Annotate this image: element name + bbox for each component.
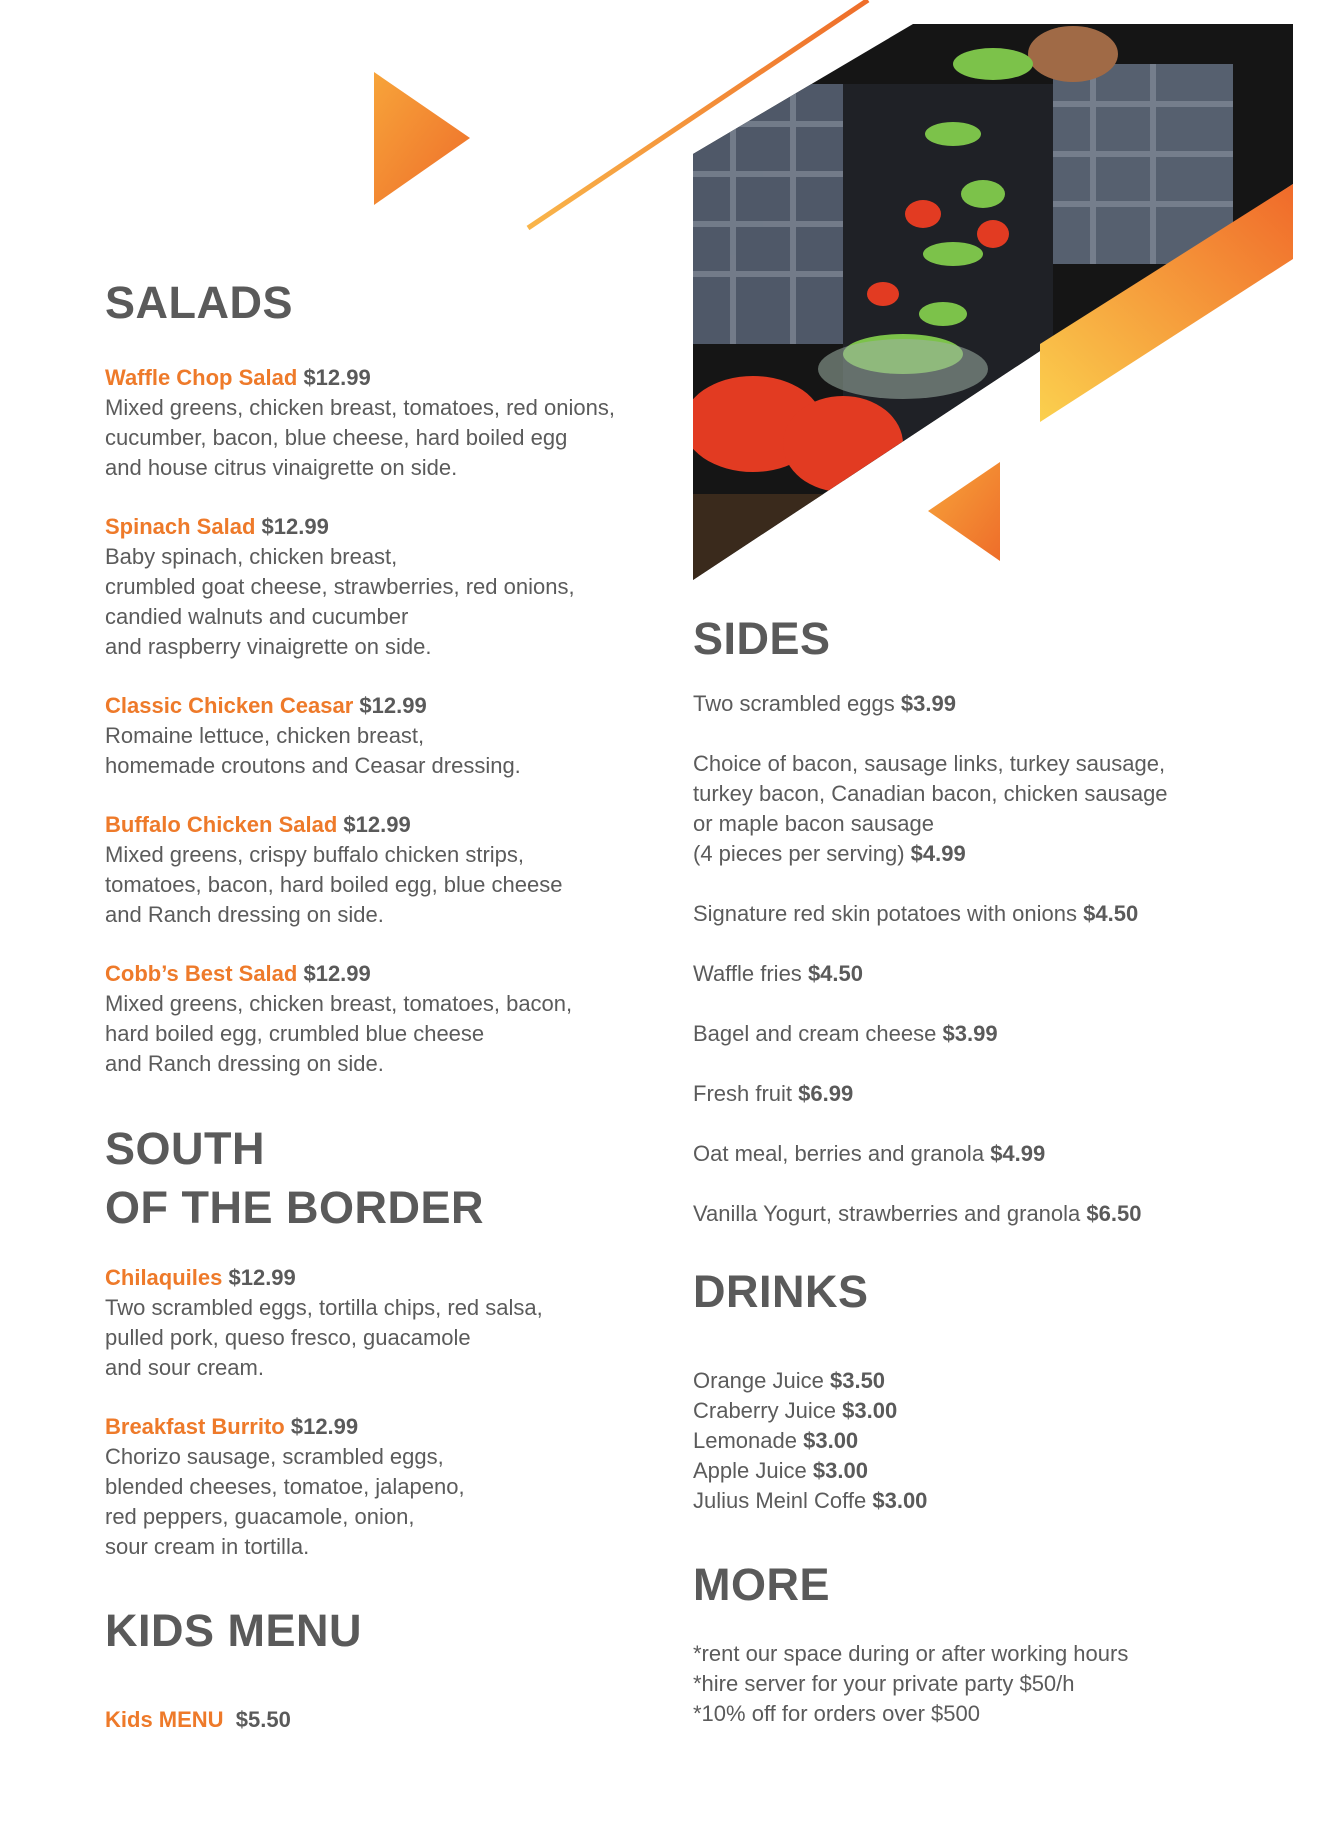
- item-description: Mixed greens, chicken breast, tomatoes, red onions, cucumber, bacon, blue cheese, hard boiled egg and house citrus vinaigrette on side.: [105, 395, 615, 480]
- side-item: [693, 1199, 1293, 1229]
- side-item-price: $6.99: [798, 1081, 854, 1106]
- drink-item: [693, 1486, 1293, 1516]
- item-name: Chilaquiles: [105, 1265, 223, 1290]
- item-price: $12.99: [303, 961, 371, 986]
- drink-item-price: $3.00: [872, 1488, 928, 1513]
- drink-item-price: $3.50: [829, 1368, 886, 1393]
- side-item-price: $4.99: [990, 1141, 1046, 1166]
- item-price: $12.99: [359, 693, 427, 718]
- drink-item-text: Craberry Juice: [693, 1398, 837, 1423]
- section-heading-sides: SIDES: [693, 613, 831, 664]
- side-item: [693, 899, 1293, 929]
- item-description: Two scrambled eggs, tortilla chips, red salsa, pulled pork, queso fresco, guacamole and sour cream.: [105, 1295, 543, 1380]
- menu-item: [105, 363, 695, 483]
- side-item-text: Two scrambled eggs: [693, 691, 895, 716]
- heading-line: SOUTH: [105, 1123, 265, 1174]
- side-item-text: Vanilla Yogurt, strawberries and granola: [693, 1201, 1081, 1226]
- item-description: Chorizo sausage, scrambled eggs, blended cheeses, tomatoe, jalapeno, red peppers, guacamole, onion, sour cream in tortilla.: [105, 1444, 465, 1559]
- menu-item: [105, 810, 695, 930]
- item-description: Mixed greens, crispy buffalo chicken strips, tomatoes, bacon, hard boiled egg, blue cheese and Ranch dressing on side.: [105, 842, 563, 927]
- drink-item-text: Apple Juice: [693, 1458, 807, 1483]
- side-item-text: Waffle fries: [693, 961, 802, 986]
- drink-item-price: $3.00: [812, 1458, 868, 1483]
- side-item-price: $4.50: [807, 961, 863, 986]
- item-name: Cobb’s Best Salad: [105, 961, 298, 986]
- side-item-price: $4.50: [1083, 901, 1139, 926]
- item-description: Romaine lettuce, chicken breast, homemade croutons and Ceasar dressing.: [105, 723, 521, 778]
- menu-item: [105, 1263, 695, 1383]
- side-item: [693, 1139, 1293, 1169]
- side-item-price: $3.99: [900, 691, 956, 716]
- side-item-price: $3.99: [942, 1021, 998, 1046]
- item-name: Classic Chicken Ceasar: [105, 693, 354, 718]
- item-description: Baby spinach, chicken breast, crumbled goat cheese, strawberries, red onions, candied walnuts and cucumber and raspberry vinaigrette on side.: [105, 544, 575, 659]
- side-item-text: Choice of bacon, sausage links, turkey sausage, turkey bacon, Canadian bacon, chicken sausage or maple bacon sausage (4 pieces per serving): [693, 751, 1168, 866]
- hero-photo: [693, 24, 1293, 580]
- side-item: [693, 1079, 1293, 1109]
- item-price: $12.99: [261, 514, 329, 539]
- side-item: [693, 1019, 1293, 1049]
- heading-line: OF THE BORDER: [105, 1182, 485, 1233]
- side-item-text: Oat meal, berries and granola: [693, 1141, 985, 1166]
- drink-item-text: Orange Juice: [693, 1368, 824, 1393]
- side-item: [693, 749, 1293, 869]
- section-heading-drinks: DRINKS: [693, 1266, 869, 1317]
- menu-item: [105, 959, 695, 1079]
- item-price: $12.99: [343, 812, 411, 837]
- section-heading-more: MORE: [693, 1559, 830, 1610]
- menu-item: [105, 512, 695, 662]
- drink-item: [693, 1396, 1293, 1426]
- side-item: [693, 959, 1293, 989]
- drink-item-text: Julius Meinl Coffe: [693, 1488, 867, 1513]
- left-column: [105, 277, 695, 1735]
- item-description: Mixed greens, chicken breast, tomatoes, bacon, hard boiled egg, crumbled blue cheese and Ranch dressing on side.: [105, 991, 573, 1076]
- side-item-text: Fresh fruit: [693, 1081, 793, 1106]
- side-item-text: Bagel and cream cheese: [693, 1021, 937, 1046]
- drink-item-text: Lemonade: [693, 1428, 797, 1453]
- item-name: Kids MENU: [105, 1707, 224, 1732]
- side-item: [693, 689, 1293, 719]
- item-price: $5.50: [235, 1707, 291, 1732]
- section-heading-south-of-the-border: [105, 1119, 695, 1237]
- drink-item-price: $3.00: [803, 1428, 859, 1453]
- item-name: Buffalo Chicken Salad: [105, 812, 338, 837]
- menu-item: [105, 1705, 695, 1735]
- side-item-text: Signature red skin potatoes with onions: [693, 901, 1078, 926]
- item-name: Breakfast Burrito: [105, 1414, 285, 1439]
- section-heading-kids-menu: KIDS MENU: [105, 1605, 363, 1656]
- item-name: Waffle Chop Salad: [105, 365, 298, 390]
- side-item-price: $4.99: [910, 841, 966, 866]
- drink-item-price: $3.00: [842, 1398, 898, 1423]
- right-column: [693, 613, 1293, 1729]
- play-triangle-icon: [374, 72, 470, 205]
- menu-item: [105, 691, 695, 781]
- more-line: *10% off for orders over $500: [693, 1701, 980, 1726]
- section-heading-salads: SALADS: [105, 277, 294, 328]
- side-item-price: $6.50: [1086, 1201, 1142, 1226]
- item-price: $12.99: [228, 1265, 296, 1290]
- item-price: $12.99: [290, 1414, 359, 1439]
- drink-item: [693, 1456, 1293, 1486]
- drink-item: [693, 1426, 1293, 1456]
- more-line: *rent our space during or after working hours: [693, 1641, 1129, 1666]
- item-price: $12.99: [303, 365, 371, 390]
- drink-item: [693, 1366, 1293, 1396]
- item-name: Spinach Salad: [105, 514, 256, 539]
- menu-item: [105, 1412, 695, 1562]
- more-line: *hire server for your private party $50/h: [693, 1671, 1075, 1696]
